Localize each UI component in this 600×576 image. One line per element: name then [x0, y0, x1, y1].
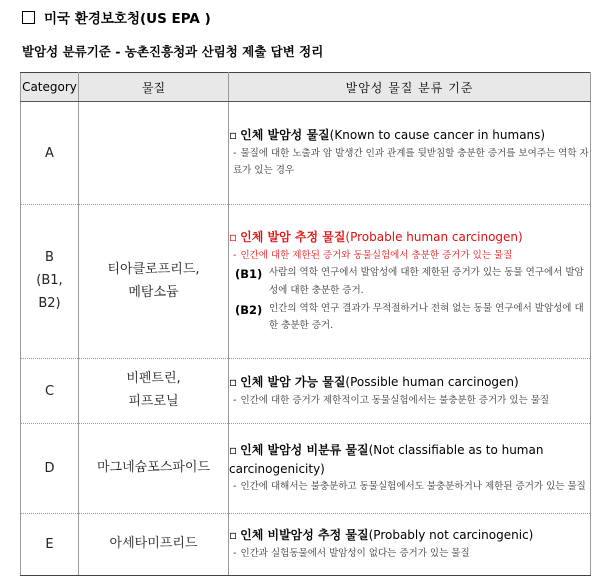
criteria-title: ▫ 인체 발암성 물질(Known to cause cancer in humans) — [229, 128, 546, 143]
criteria-description: - 인간과 실험동물에서 발암성이 없다는 증거가 있는 물질 — [233, 548, 470, 560]
category-cell: B (B1, B2) — [21, 205, 79, 359]
sub-criteria-b2: (B2) 인간의 역학 연구 결과가 무적절하거나 전혀 없는 동물 연구에서 발암성에 대한 충분한 증거. — [235, 302, 584, 332]
section-title: 미국 환경보호청(US EPA ) — [44, 11, 211, 27]
bullet-icon: ▫ — [229, 528, 238, 543]
criteria-description: - 인간에 대한 제한된 증거와 동물실험에서 충분한 증거가 있는 물질 — [233, 249, 513, 261]
category-cell: C — [21, 359, 79, 424]
bullet-icon: ▫ — [229, 374, 238, 389]
substance-cell: 아세타미프리드 — [79, 514, 229, 576]
section-header — [22, 4, 211, 30]
table-row — [21, 424, 591, 514]
category-cell: D — [21, 424, 79, 514]
table-header-row — [21, 73, 591, 102]
criteria-cell — [229, 102, 591, 205]
criteria-description: - 인간에 대한 증거가 제한적이고 동물실험에서는 불충분한 증거가 있는 물질 — [233, 394, 550, 406]
column-header-substance: 물질 — [79, 73, 229, 102]
table-row — [21, 102, 591, 205]
classification-table — [20, 72, 591, 576]
criteria-title: ▫ 인체 발암성 비분류 물질(Not classifiable as to human carcinogenicity) — [229, 443, 544, 476]
category-cell: A — [21, 102, 79, 205]
criteria-description: - 인간에 대해서는 불충분하고 동물실험에서도 불충분하거나 제한된 증거가 있는 물질 — [233, 481, 586, 493]
criteria-cell — [229, 424, 591, 514]
bullet-icon: ▫ — [229, 128, 238, 143]
substance-cell — [79, 102, 229, 205]
criteria-title: ▫ 인체 발암 추정 물질(Probable human carcinogen) — [229, 230, 523, 245]
criteria-title: ▫ 인체 비발암성 추정 물질(Probably not carcinogenic) — [229, 528, 534, 543]
sub-criteria-b1: (B1) 사람의 역학 연구에서 발암성에 대한 제한된 증거가 있는 동물 연구에서 발암성에 대한 충분한 증거. — [235, 267, 584, 297]
criteria-description: - 물질에 대한 노출과 암 발생간 인과 관계를 뒷받침할 충분한 증거를 보여주는 역학 자료가 있는 경우 — [233, 147, 589, 177]
criteria-title: ▫ 인체 발암 가능 물질(Possible human carcinogen) — [229, 374, 519, 389]
substance-cell: 마그네슘포스파이드 — [79, 424, 229, 514]
criteria-cell — [229, 514, 591, 576]
bullet-icon: ▫ — [229, 443, 238, 458]
table-row — [21, 514, 591, 576]
document-subtitle: 발암성 분류기준 - 농촌진흥청과 산림청 제출 답변 정리 — [22, 44, 324, 59]
column-header-category: Category — [21, 73, 79, 102]
criteria-cell — [229, 359, 591, 424]
substance-cell: 비펜트린, 피프로닐 — [79, 359, 229, 424]
checkbox-square-icon — [22, 11, 35, 24]
criteria-cell — [229, 205, 591, 359]
column-header-criteria: 발암성 물질 분류 기준 — [229, 73, 591, 102]
substance-cell: 티아클로프리드, 메탐소듐 — [79, 205, 229, 359]
category-cell: E — [21, 514, 79, 576]
table-row — [21, 205, 591, 359]
table-row — [21, 359, 591, 424]
bullet-icon: ▫ — [229, 230, 238, 245]
